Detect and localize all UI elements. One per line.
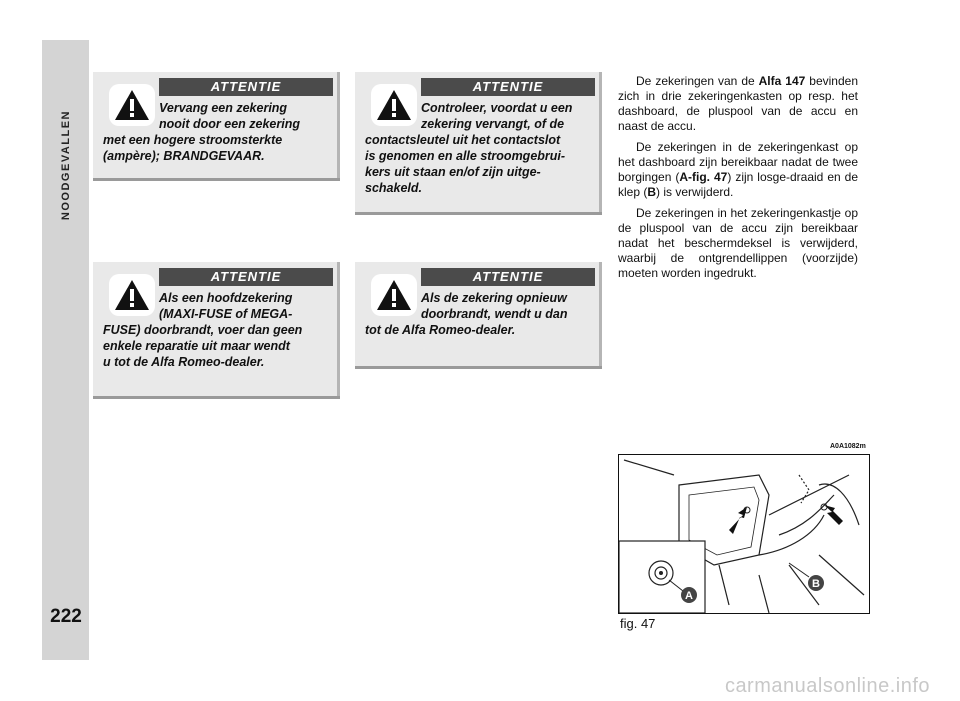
model-name: Alfa 147	[758, 74, 806, 88]
warning-line: Als de zekering opnieuw	[421, 291, 567, 305]
warning-title: ATTENTIE	[159, 78, 333, 96]
warning-line: tot de Alfa Romeo-dealer.	[365, 323, 516, 337]
figure-code: A0A1082m	[830, 443, 866, 450]
warning-line: zekering vervangt, of de	[421, 117, 565, 131]
section-sidebar	[42, 40, 89, 660]
warning-box-4	[355, 262, 602, 366]
warning-box-1	[93, 72, 340, 178]
warning-text	[103, 100, 333, 164]
section-title-text: NOODGEVALLEN	[59, 110, 72, 221]
warning-line: is genomen en alle stroomgebrui-	[365, 149, 566, 163]
warning-line: nooit door een zekering	[159, 117, 300, 131]
warning-line: enkele reparatie uit maar wendt	[103, 339, 290, 353]
fuse-box-drawing	[619, 455, 869, 613]
paragraph-3: De zekeringen in het zekeringenkastje op de pluspool van de accu zijn bereikbaar nadat het beschermdeksel is verwijderd, waarbij de ontgrendellippen (voorzijde) moeten worden ingedrukt.	[618, 206, 858, 280]
warning-line: contactsleutel uit het contactslot	[365, 133, 561, 147]
warning-title: ATTENTIE	[159, 268, 333, 286]
paragraph-2	[618, 140, 858, 200]
warning-line: schakeld.	[365, 181, 422, 195]
warning-line: Als een hoofdzekering	[159, 291, 293, 305]
warning-title: ATTENTIE	[421, 268, 595, 286]
text-run: ) is verwijderd.	[656, 185, 734, 199]
warning-title: ATTENTIE	[421, 78, 595, 96]
text-run: De zekeringen in de zekeringenkast op het dashboard zijn bereikbaar nadat de twee borgingen (	[618, 140, 858, 184]
part-label-ref: B	[647, 185, 657, 199]
warning-line: Controleer, voordat u een	[421, 101, 573, 115]
paragraph-1	[618, 74, 858, 134]
warning-line: met een hogere stroomsterkte	[103, 133, 283, 147]
warning-text	[365, 290, 595, 338]
figure-label-b: B	[812, 578, 820, 590]
text-run: De zekeringen van de	[636, 74, 759, 88]
page-number: 222	[50, 606, 82, 627]
figure-caption: fig. 47	[620, 616, 656, 631]
figure-label-a: A	[685, 590, 693, 602]
warning-line: Vervang een zekering	[159, 101, 288, 115]
body-text	[618, 74, 858, 287]
warning-line: (ampère); BRANDGEVAAR.	[103, 149, 265, 163]
warning-text	[365, 100, 595, 196]
warning-line: FUSE) doorbrandt, voer dan geen	[103, 323, 303, 337]
text-run: ) zijn losge-draaid en de klep (	[618, 170, 858, 199]
figure-illustration	[618, 454, 870, 614]
warning-line: (MAXI-FUSE of MEGA-	[159, 307, 293, 321]
watermark: carmanualsonline.info	[724, 675, 930, 697]
warning-box-2	[355, 72, 602, 212]
section-title	[42, 110, 89, 260]
warning-line: u tot de Alfa Romeo-dealer.	[103, 355, 265, 369]
warning-line: doorbrandt, wendt u dan	[421, 307, 568, 321]
warning-line: kers uit staan en/of zijn uitge-	[365, 165, 541, 179]
warning-box-3	[93, 262, 340, 396]
figure-reference: A-fig. 47	[679, 170, 728, 184]
warning-text	[103, 290, 333, 370]
text-run: bevinden zich in drie zekeringenkasten op resp. het dashboard, de pluspool van de accu en naast de accu.	[618, 74, 858, 133]
